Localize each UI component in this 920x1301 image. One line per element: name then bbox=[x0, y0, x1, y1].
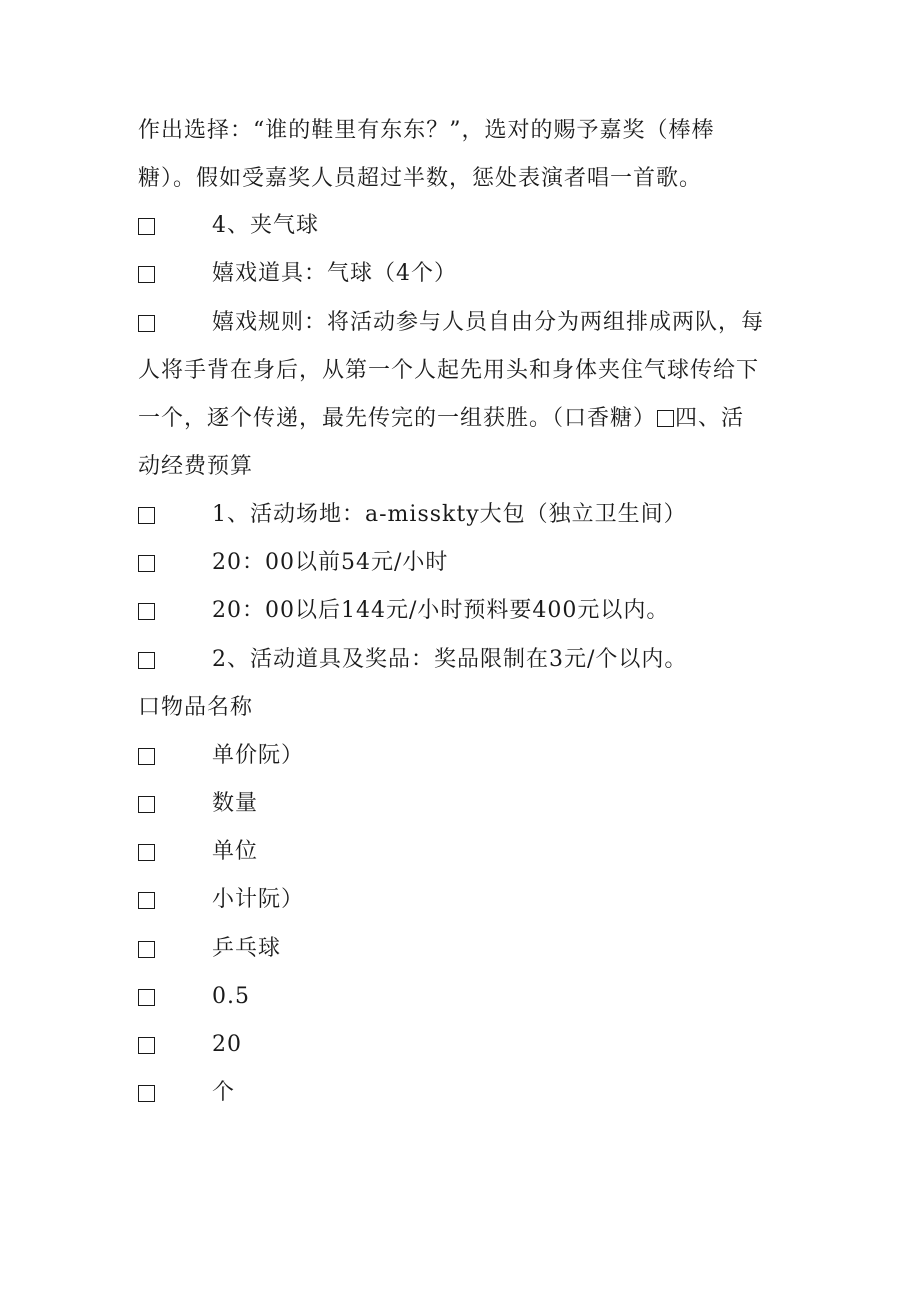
inline-checkbox bbox=[657, 410, 674, 427]
checkbox-col-unit-price bbox=[138, 748, 155, 765]
table-header-item-name: 口物品名称 bbox=[138, 695, 254, 720]
checkbox-col-unit bbox=[138, 844, 155, 861]
budget-venue: 1、活动场地：a-misskty大包（独立卫生间） bbox=[212, 502, 687, 527]
budget-props: 2、活动道具及奖品：奖品限制在3元/个以内。 bbox=[212, 647, 688, 672]
checkbox-budget-venue bbox=[138, 507, 155, 524]
checkbox-budget-props bbox=[138, 652, 155, 669]
intro-line-2: 糖）。假如受嘉奖人员超过半数，惩处表演者唱一首歌。 bbox=[138, 166, 703, 191]
game4-rules-line-2: 人将手背在身后，从第一个人起先用头和身体夹住气球传给下 bbox=[138, 358, 760, 383]
checkbox-game4-props bbox=[138, 266, 155, 283]
budget-price-after: 20：00以后144元/小时预料要400元以内。 bbox=[212, 598, 670, 623]
row1-unit-price: 0.5 bbox=[212, 984, 250, 1009]
row1-unit: 个 bbox=[212, 1080, 236, 1105]
section-four-heading-start: 四、活 bbox=[675, 406, 745, 431]
game4-rules-line-3 bbox=[138, 404, 744, 434]
column-quantity: 数量 bbox=[212, 791, 259, 816]
checkbox-col-quantity bbox=[138, 796, 155, 813]
section-four-heading-end: 动经费预算 bbox=[138, 454, 254, 479]
checkbox-row1-name bbox=[138, 941, 155, 958]
checkbox-col-subtotal bbox=[138, 892, 155, 909]
row1-quantity: 20 bbox=[212, 1032, 242, 1057]
row1-item-name: 乒乓球 bbox=[212, 936, 282, 961]
checkbox-row1-price bbox=[138, 989, 155, 1006]
checkbox-price-before bbox=[138, 555, 155, 572]
column-unit-price: 单价阮） bbox=[212, 743, 305, 768]
checkbox-price-after bbox=[138, 603, 155, 620]
checkbox-row1-qty bbox=[138, 1037, 155, 1054]
column-unit: 单位 bbox=[212, 839, 259, 864]
checkbox-row1-unit bbox=[138, 1085, 155, 1102]
game4-rules-line-1: 嬉戏规则：将活动参与人员自由分为两组排成两队，每 bbox=[212, 310, 765, 335]
checkbox-game4-rules bbox=[138, 315, 155, 332]
game4-title: 4、夹气球 bbox=[212, 213, 319, 238]
column-subtotal: 小计阮） bbox=[212, 887, 305, 912]
game4-rules-line-3-text: 一个，逐个传递，最先传完的一组获胜。（口香糖） bbox=[138, 406, 657, 431]
budget-price-before: 20：00以前54元/小时 bbox=[212, 550, 449, 575]
checkbox-game4-title bbox=[138, 218, 155, 235]
game4-props: 嬉戏道具：气球（4个） bbox=[212, 261, 457, 286]
intro-line-1: 作出选择：“谁的鞋里有东东？”，选对的赐予嘉奖（棒棒 bbox=[138, 118, 715, 143]
